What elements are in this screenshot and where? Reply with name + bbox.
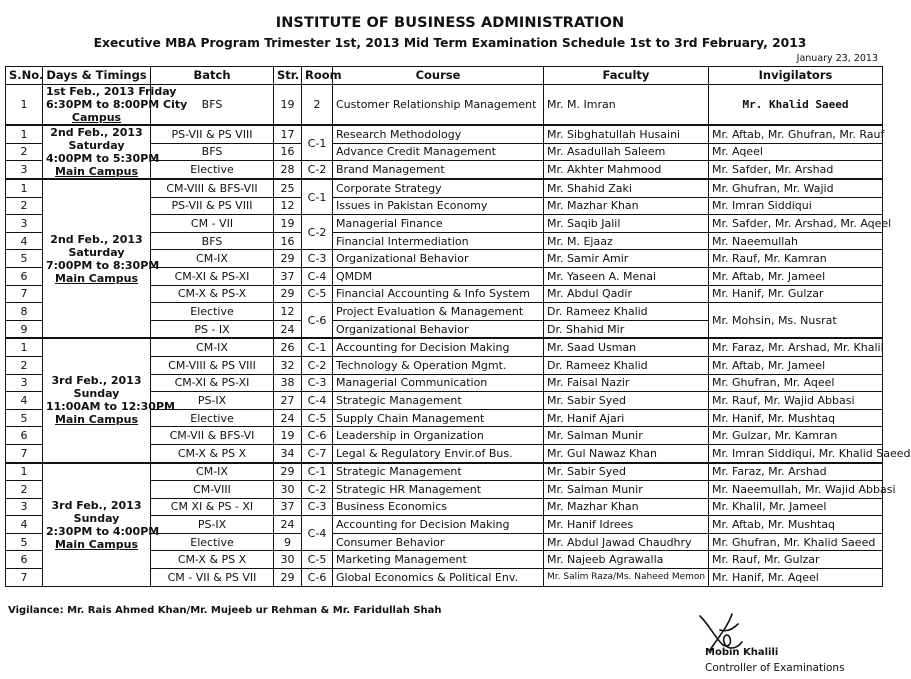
row-batch: CM-VIII & BFS-VII [151, 179, 274, 197]
row-batch: CM-IX [151, 250, 274, 268]
row-strength: 25 [274, 179, 302, 197]
row-room: 2 [302, 85, 333, 126]
row-strength: 37 [274, 498, 302, 516]
row-faculty: Mr. Faisal Nazir [544, 374, 709, 392]
row-strength: 37 [274, 267, 302, 285]
row-room: C-1 [302, 179, 333, 215]
row-faculty: Dr. Rameez Khalid [544, 303, 709, 321]
row-strength: 24 [274, 516, 302, 534]
row-batch: CM-VIII [151, 481, 274, 499]
row-sno: 1 [6, 125, 43, 143]
row-course: Supply Chain Management [333, 409, 544, 427]
row-course: Marketing Management [333, 551, 544, 569]
days-timings-cell [43, 125, 160, 179]
row-faculty: Mr. Yaseen A. Menai [544, 267, 709, 285]
row-sno: 9 [6, 320, 43, 338]
days-line: 3rd Feb., 2013 [51, 374, 142, 388]
row-room: C-4 [302, 267, 333, 285]
days-timings-cell [43, 338, 175, 462]
row-sno: 2 [6, 356, 43, 374]
row-invigilators: Mr. Aftab, Mr. Ghufran, Mr. Rauf [709, 125, 883, 143]
row-faculty: Mr. Shahid Zaki [544, 179, 709, 197]
row-invigilators: Mr. Aftab, Mr. Mushtaq [709, 516, 883, 534]
row-sno: 6 [6, 267, 43, 285]
row-invigilators: Mr. Naeemullah [709, 232, 883, 250]
days-line: 2:30PM to 4:00PM [46, 524, 160, 538]
row-invigilators: Mr. Aftab, Mr. Jameel [709, 356, 883, 374]
row-invigilators: Mr. Rauf, Mr. Kamran [709, 250, 883, 268]
row-invigilators: Mr. Gulzar, Mr. Kamran [709, 427, 883, 445]
row-course: Research Methodology [333, 125, 544, 143]
days-line: Saturday [68, 245, 125, 259]
row-sno: 6 [6, 551, 43, 569]
row-faculty: Mr. Sabir Syed [544, 463, 709, 481]
col-header-days: Days & Timings [43, 67, 151, 85]
row-course: Managerial Communication [333, 374, 544, 392]
row-room: C-7 [302, 444, 333, 462]
row-batch: Elective [151, 161, 274, 179]
row-faculty: Mr. Saqib Jalil [544, 215, 709, 233]
row-batch: Elective [151, 303, 274, 321]
row-batch: BFS [151, 85, 274, 126]
row-batch: CM-IX [151, 463, 274, 481]
row-course: Brand Management [333, 161, 544, 179]
days-line: Main Campus [54, 413, 138, 427]
row-faculty: Mr. M. Ejaaz [544, 232, 709, 250]
row-strength: 29 [274, 463, 302, 481]
row-course: Leadership in Organization [333, 427, 544, 445]
row-faculty: Mr. Mazhar Khan [544, 197, 709, 215]
row-faculty: Mr. Hanif Ajari [544, 409, 709, 427]
row-course: Accounting for Decision Making [333, 516, 544, 534]
col-header-sno: S.No. [6, 67, 43, 85]
row-course: Technology & Operation Mgmt. [333, 356, 544, 374]
row-invigilators: Mr. Imran Siddiqui, Mr. Khalid Saeed [709, 444, 883, 462]
row-faculty: Mr. Hanif Idrees [544, 516, 709, 534]
row-course: Financial Accounting & Info System [333, 285, 544, 303]
row-strength: 19 [274, 215, 302, 233]
row-strength: 32 [274, 356, 302, 374]
row-invigilators: Mr. Imran Siddiqui [709, 197, 883, 215]
row-sno: 2 [6, 143, 43, 161]
days-line: Main Campus [54, 537, 138, 551]
row-sno: 4 [6, 392, 43, 410]
row-course: Customer Relationship Management [333, 85, 544, 126]
row-strength: 24 [274, 320, 302, 338]
days-line: 1st Feb., 2013 Friday [46, 85, 177, 98]
row-strength: 28 [274, 161, 302, 179]
document-subtitle: Executive MBA Program Trimester 1st, 2013 Mid Term Examination Schedule 1st to 3rd February, 2013 [93, 36, 807, 50]
days-line: Campus [71, 111, 122, 124]
row-invigilators: Mr. Naeemullah, Mr. Wajid Abbasi [709, 481, 883, 499]
row-invigilators: Mr. Aftab, Mr. Jameel [709, 267, 883, 285]
row-sno: 1 [6, 463, 43, 481]
row-batch: CM-XI & PS-XI [151, 374, 274, 392]
row-course: Accounting for Decision Making [333, 338, 544, 356]
row-sno: 2 [6, 481, 43, 499]
col-header-str: Str. [274, 67, 302, 85]
days-timings-cell [43, 463, 160, 587]
row-invigilators: Mr. Rauf, Mr. Gulzar [709, 551, 883, 569]
row-course: Financial Intermediation [333, 232, 544, 250]
row-strength: 29 [274, 569, 302, 587]
row-strength: 29 [274, 250, 302, 268]
row-sno: 1 [6, 85, 43, 126]
table-row [6, 463, 883, 481]
row-room: C-2 [302, 356, 333, 374]
row-batch: CM-X & PS-X [151, 285, 274, 303]
days-line: 3rd Feb., 2013 [51, 498, 142, 512]
row-faculty: Mr. Abdul Qadir [544, 285, 709, 303]
row-batch: CM-VIII & PS VIII [151, 356, 274, 374]
table-row [6, 338, 883, 356]
row-faculty: Mr. Salman Munir [544, 427, 709, 445]
row-faculty: Mr. Najeeb Agrawalla [544, 551, 709, 569]
days-line: Main Campus [54, 271, 138, 285]
col-header-room: Room [302, 67, 333, 85]
days-line: 2nd Feb., 2013 [50, 232, 143, 246]
schedule-table [5, 66, 911, 587]
row-strength: 17 [274, 125, 302, 143]
row-invigilators: Mr. Hanif, Mr. Aqeel [709, 569, 883, 587]
row-invigilators: Mr. Hanif, Mr. Gulzar [709, 285, 883, 303]
row-course: Organizational Behavior [333, 320, 544, 338]
row-strength: 30 [274, 481, 302, 499]
row-strength: 19 [274, 85, 302, 126]
signatory-name: Mobin Khalili [705, 647, 779, 658]
row-strength: 26 [274, 338, 302, 356]
table-row [6, 179, 883, 197]
row-faculty: Mr. Samir Amir [544, 250, 709, 268]
row-room: C-5 [302, 285, 333, 303]
row-faculty: Mr. M. Imran [544, 85, 709, 126]
row-invigilators: Mr. Ghufran, Mr. Wajid [709, 179, 883, 197]
row-batch: CM-X & PS X [151, 551, 274, 569]
row-faculty: Mr. Salim Raza/Ms. Naheed Memon [544, 569, 709, 587]
days-line: 7:00PM to 8:30PM [46, 258, 160, 272]
schedule-body [6, 85, 911, 587]
row-faculty: Mr. Sibghatullah Husaini [544, 125, 709, 143]
row-invigilators: Mr. Ghufran, Mr. Aqeel [709, 374, 883, 392]
row-batch: PS-IX [151, 392, 274, 410]
row-batch: CM XI & PS - XI [151, 498, 274, 516]
row-batch: PS-VII & PS VIII [151, 197, 274, 215]
row-invigilators: Mr. Ghufran, Mr. Khalid Saeed [709, 533, 883, 551]
document-title: INSTITUTE OF BUSINESS ADMINISTRATION [275, 15, 625, 31]
days-line: Sunday [73, 387, 120, 401]
row-faculty: Mr. Sabir Syed [544, 392, 709, 410]
days-line: 6:30PM to 8:00PM City [46, 98, 188, 111]
col-header-faculty: Faculty [544, 67, 709, 85]
row-batch: CM-X & PS X [151, 444, 274, 462]
row-course: Organizational Behavior [333, 250, 544, 268]
row-sno: 5 [6, 533, 43, 551]
row-strength: 9 [274, 533, 302, 551]
row-faculty: Mr. Salman Munir [544, 481, 709, 499]
row-sno: 7 [6, 569, 43, 587]
row-course: QMDM [333, 267, 544, 285]
row-batch: PS-VII & PS VIII [151, 125, 274, 143]
row-faculty: Mr. Akhter Mahmood [544, 161, 709, 179]
row-strength: 16 [274, 232, 302, 250]
document-date: January 23, 2013 [796, 53, 878, 64]
row-sno: 2 [6, 197, 43, 215]
row-sno: 7 [6, 285, 43, 303]
row-course: Corporate Strategy [333, 179, 544, 197]
row-batch: BFS [151, 232, 274, 250]
row-invigilators: Mr. Aqeel [709, 143, 883, 161]
row-invigilators: Mr. Khalil, Mr. Jameel [709, 498, 883, 516]
row-strength: 29 [274, 285, 302, 303]
row-invigilators: Mr. Rauf, Mr. Wajid Abbasi [709, 392, 883, 410]
row-invigilators: Mr. Khalid Saeed [709, 85, 883, 126]
row-batch: PS-IX [151, 516, 274, 534]
row-sno: 3 [6, 498, 43, 516]
row-sno: 4 [6, 516, 43, 534]
col-header-course: Course [333, 67, 544, 85]
days-line: Sunday [73, 511, 120, 525]
days-line: Saturday [68, 139, 125, 152]
row-invigilators: Mr. Safder, Mr. Arshad [709, 161, 883, 179]
days-line: 2nd Feb., 2013 [50, 126, 143, 139]
row-room: C-1 [302, 463, 333, 481]
row-course: Consumer Behavior [333, 533, 544, 551]
row-sno: 3 [6, 374, 43, 392]
row-strength: 38 [274, 374, 302, 392]
row-batch: PS - IX [151, 320, 274, 338]
row-strength: 30 [274, 551, 302, 569]
row-room: C-3 [302, 498, 333, 516]
row-strength: 12 [274, 197, 302, 215]
row-room: C-4 [302, 516, 333, 551]
table-header-row [6, 67, 883, 85]
col-header-invigilators: Invigilators [709, 67, 883, 85]
row-batch: CM - VII & PS VII [151, 569, 274, 587]
row-strength: 27 [274, 392, 302, 410]
row-faculty: Mr. Asadullah Saleem [544, 143, 709, 161]
table-row [6, 85, 883, 126]
row-strength: 34 [274, 444, 302, 462]
row-sno: 1 [6, 338, 43, 356]
row-course: Advance Credit Management [333, 143, 544, 161]
row-course: Legal & Regulatory Envir.of Bus. [333, 444, 544, 462]
row-course: Issues in Pakistan Economy [333, 197, 544, 215]
row-room: C-2 [302, 481, 333, 499]
days-line: Main Campus [54, 165, 138, 178]
row-room: C-6 [302, 427, 333, 445]
row-invigilators: Mr. Mohsin, Ms. Nusrat [709, 303, 883, 339]
row-invigilators: Mr. Faraz, Mr. Arshad, Mr. Khalil [709, 338, 883, 356]
row-batch: CM - VII [151, 215, 274, 233]
row-sno: 5 [6, 250, 43, 268]
row-course: Strategic Management [333, 392, 544, 410]
row-strength: 16 [274, 143, 302, 161]
row-batch: CM-XI & PS-XI [151, 267, 274, 285]
row-sno: 5 [6, 409, 43, 427]
row-course: Managerial Finance [333, 215, 544, 233]
row-invigilators: Mr. Hanif, Mr. Mushtaq [709, 409, 883, 427]
row-strength: 12 [274, 303, 302, 321]
row-room: C-5 [302, 409, 333, 427]
row-sno: 6 [6, 427, 43, 445]
row-batch: Elective [151, 409, 274, 427]
row-faculty: Mr. Mazhar Khan [544, 498, 709, 516]
table-row [6, 125, 883, 143]
row-sno: 7 [6, 444, 43, 462]
row-sno: 8 [6, 303, 43, 321]
row-batch: CM-VII & BFS-VI [151, 427, 274, 445]
row-sno: 3 [6, 161, 43, 179]
days-timings-cell [43, 85, 188, 126]
row-course: Strategic HR Management [333, 481, 544, 499]
row-batch: Elective [151, 533, 274, 551]
row-room: C-3 [302, 250, 333, 268]
row-course: Business Economics [333, 498, 544, 516]
row-room: C-3 [302, 374, 333, 392]
row-batch: CM-IX [151, 338, 274, 356]
row-faculty: Dr. Rameez Khalid [544, 356, 709, 374]
row-invigilators: Mr. Safder, Mr. Arshad, Mr. Aqeel [709, 215, 883, 233]
row-batch: BFS [151, 143, 274, 161]
row-sno: 1 [6, 179, 43, 197]
row-faculty: Mr. Abdul Jawad Chaudhry [544, 533, 709, 551]
row-course: Project Evaluation & Management [333, 303, 544, 321]
days-line: 4:00PM to 5:30PM [46, 152, 160, 165]
col-header-batch: Batch [151, 67, 274, 85]
row-room: C-2 [302, 215, 333, 250]
row-room: C-1 [302, 338, 333, 356]
row-sno: 3 [6, 215, 43, 233]
row-room: C-2 [302, 161, 333, 179]
row-course: Global Economics & Political Env. [333, 569, 544, 587]
row-sno: 4 [6, 232, 43, 250]
days-timings-cell [43, 179, 160, 338]
row-strength: 19 [274, 427, 302, 445]
row-faculty: Mr. Gul Nawaz Khan [544, 444, 709, 462]
row-room: C-6 [302, 303, 333, 339]
row-course: Strategic Management [333, 463, 544, 481]
row-invigilators: Mr. Faraz, Mr. Arshad [709, 463, 883, 481]
row-faculty: Dr. Shahid Mir [544, 320, 709, 338]
days-line: 11:00AM to 12:30PM [46, 400, 175, 414]
vigilance-note: Vigilance: Mr. Rais Ahmed Khan/Mr. Mujeeb ur Rehman & Mr. Faridullah Shah [8, 605, 442, 616]
signatory-title: Controller of Examinations [705, 662, 845, 674]
row-room: C-4 [302, 392, 333, 410]
row-room: C-6 [302, 569, 333, 587]
row-faculty: Mr. Saad Usman [544, 338, 709, 356]
row-room: C-1 [302, 125, 333, 161]
row-strength: 24 [274, 409, 302, 427]
row-room: C-5 [302, 551, 333, 569]
